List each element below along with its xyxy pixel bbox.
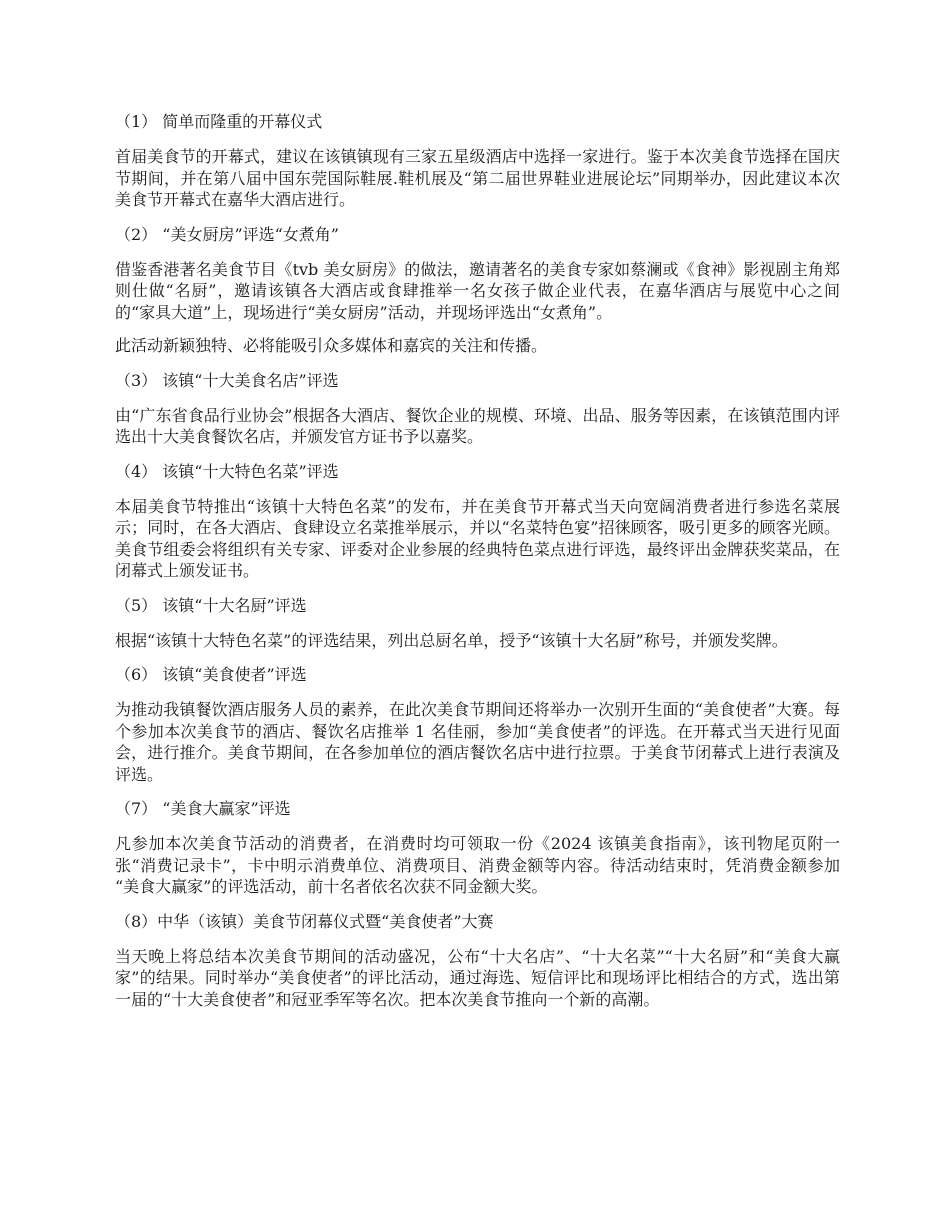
paragraph: 借鉴香港著名美食节目《tvb 美女厨房》的做法，邀请著名的美食专家如蔡澜或《食神》影视剧主角郑则仕做“名厨”，邀请该镇各大酒店或食肆推举一名女孩子做企业代表，在嘉华酒店与展览中心之间的“家具大道”上，现场进行“美女厨房”活动，并现场评选出“女煮角”。 <box>115 259 840 322</box>
paragraph: 本届美食节特推出“该镇十大特色名菜”的发布，并在美食节开幕式当天向宽阔消费者进行参选名菜展示；同时，在各大酒店、食肆设立名菜推举展示，并以“名菜特色宴”招徕顾客，吸引更多的顾客光顾。美食节组委会将组织有关专家、评委对企业参展的经典特色菜点进行评选，最终评出金牌获奖菜品，在闭幕式上颁发证书。 <box>115 496 840 580</box>
section-heading-2: （2） “美女厨房”评选“女煮角” <box>115 224 339 244</box>
section-heading-1: （1） 简单而隆重的开幕仪式 <box>115 112 323 131</box>
section-heading-7: （7） “美食大赢家”评选 <box>115 799 291 818</box>
section-heading-3: （3） 该镇“十大美食名店”评选 <box>115 370 339 390</box>
paragraph: 由“广东省食品行业协会”根据各大酒店、餐饮企业的规模、环境、出品、服务等因素，在该镇范围内评选出十大美食餐饮名店，并颁发官方证书予以嘉奖。 <box>115 405 840 446</box>
section-heading-5: （5） 该镇“十大名厨”评选 <box>115 595 307 615</box>
section-heading-6: （6） 该镇“美食使者”评选 <box>115 665 307 684</box>
section-heading-4: （4） 该镇“十大特色名菜”评选 <box>115 461 339 481</box>
document-body <box>115 110 840 1022</box>
paragraph: 此活动新颖独特、必将能吸引众多媒体和嘉宾的关注和传播。 <box>115 336 548 355</box>
paragraph: 根据“该镇十大特色名菜”的评选结果，列出总厨名单，授予“该镇十大名厨”称号，并颁发奖牌。 <box>115 630 788 650</box>
paragraph: 为推动我镇餐饮酒店服务人员的素养，在此次美食节期间还将举办一次别开生面的“美食使者”大赛。每个参加本次美食节的酒店、餐饮名店推举 1 名佳丽，参加“美食使者”的评选。在开幕式当天进行见面会，进行推介。美食节期间，在各参加单位的酒店餐饮名店中进行拉票。于美食节闭幕式上进行表演及评选。 <box>115 700 840 784</box>
paragraph: 当天晚上将总结本次美食节期间的活动盛况，公布“十大名店”、“十大名菜”“十大名厨”和“美食大赢家”的结果。同时举办“美食使者”的评比活动，通过海选、短信评比和现场评比相结合的方式，选出第一届的“十大美食使者”和冠亚季军等名次。把本次美食节推向一个新的高潮。 <box>115 946 840 1009</box>
section-heading-8: （8）中华（该镇）美食节闭幕仪式暨“美食使者”大赛 <box>115 911 494 931</box>
paragraph: 凡参加本次美食节活动的消费者，在消费时均可领取一份《2024 该镇美食指南》，该刊物尾页附一张“消费记录卡”，卡中明示消费单位、消费项目、消费金额等内容。待活动结束时，凭消费金额参加 “美食大赢家”的评选活动，前十名者依名次获不同金额大奖。 <box>115 834 840 896</box>
paragraph: 首届美食节的开幕式，建议在该镇镇现有三家五星级酒店中选择一家进行。鉴于本次美食节选择在国庆节期间，并在第八届中国东莞国际鞋展.鞋机展及“第二届世界鞋业进展论坛”同期举办，因此建议本次美食节开幕式在嘉华大酒店进行。 <box>115 147 840 209</box>
